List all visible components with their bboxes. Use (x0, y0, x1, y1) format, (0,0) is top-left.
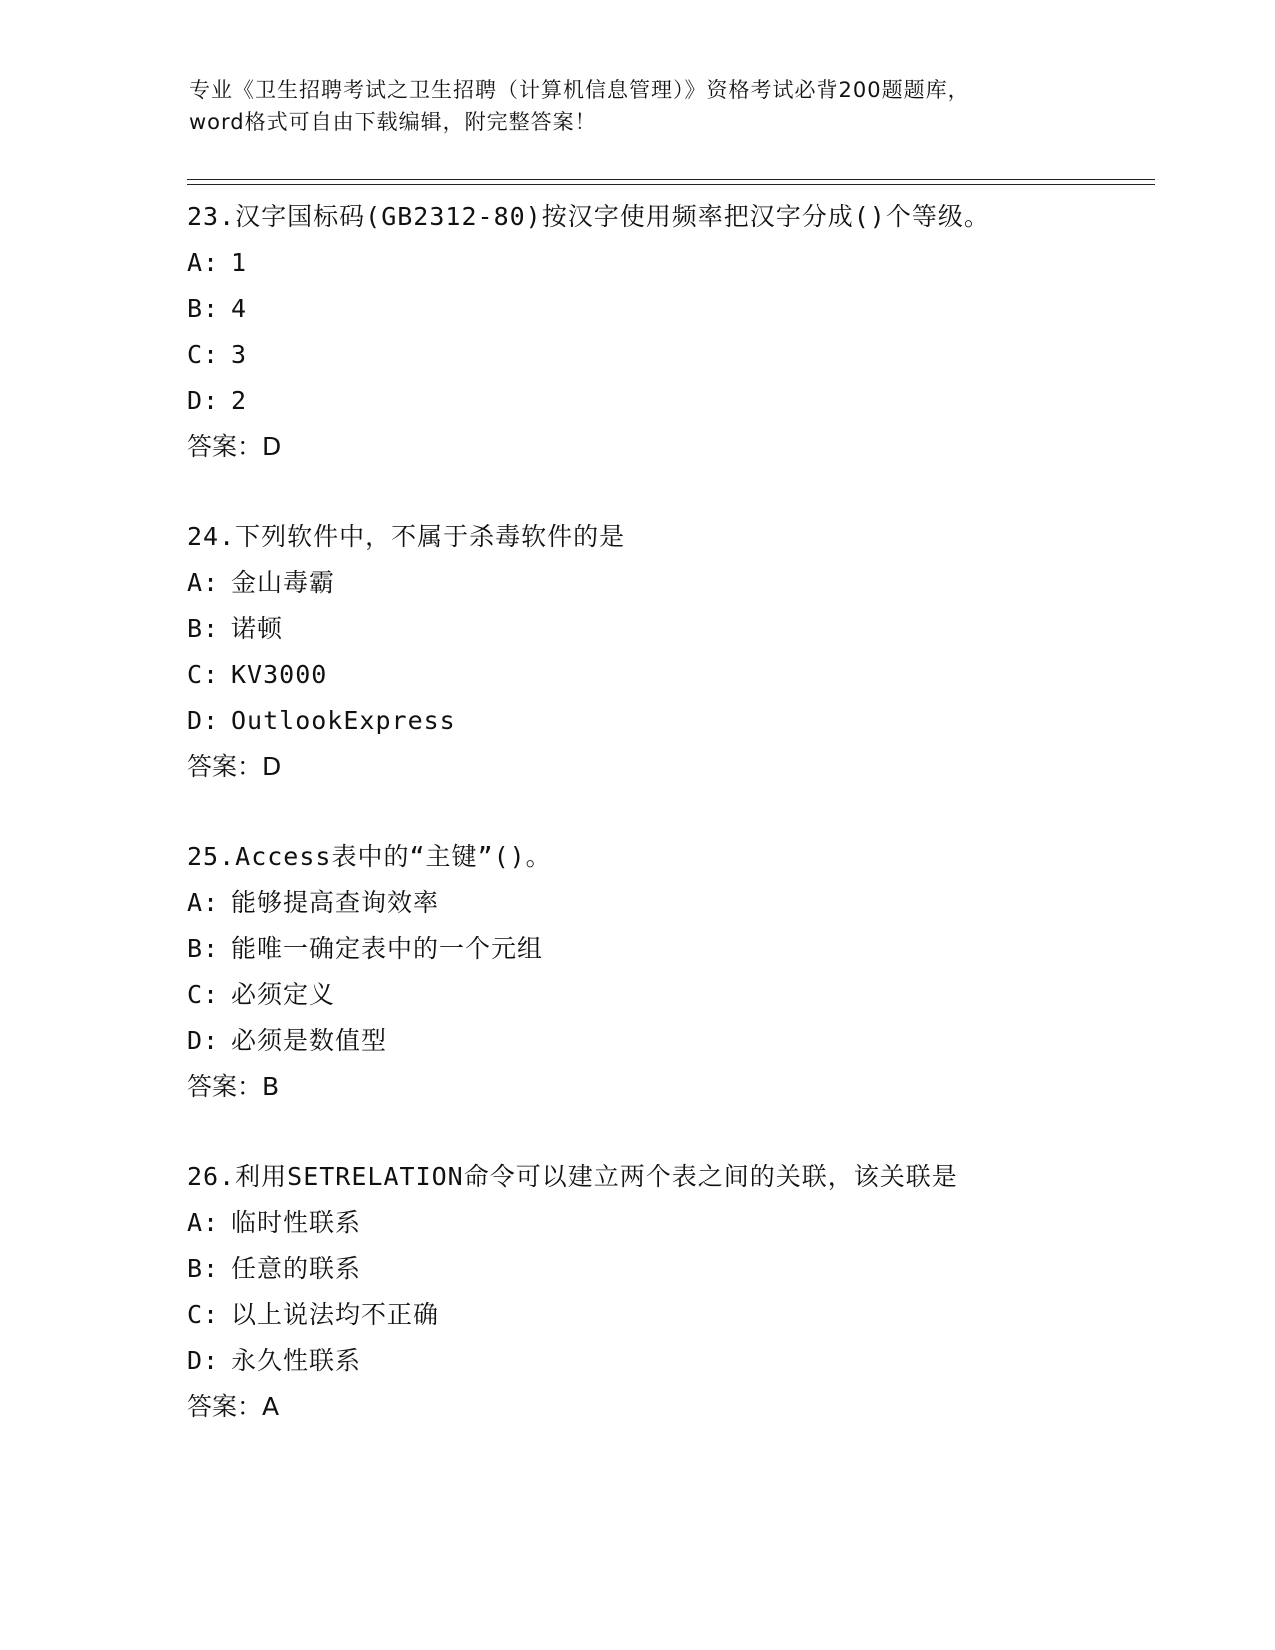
answer-option (187, 606, 1147, 652)
option-letter: D: (187, 1026, 220, 1055)
option-letter: C: (187, 980, 220, 1009)
option-text: 以上说法均不正确 (231, 1300, 440, 1329)
option-text: 永久性联系 (231, 1346, 362, 1375)
question-block (187, 834, 1147, 1110)
answer-option (187, 1246, 1147, 1292)
option-text: 能够提高查询效率 (231, 888, 440, 917)
option-letter: A: (187, 248, 220, 277)
answer-option (187, 240, 1147, 286)
header-divider-top (187, 179, 1155, 180)
option-text: 任意的联系 (231, 1254, 362, 1283)
answer-line (187, 1384, 1147, 1430)
option-letter: A: (187, 1208, 220, 1237)
answer-line (187, 424, 1147, 470)
answer-option (187, 698, 1147, 744)
header-divider-bottom (187, 184, 1155, 185)
option-letter: B: (187, 1254, 220, 1283)
answer-option (187, 332, 1147, 378)
option-letter: B: (187, 934, 220, 963)
answer-option (187, 286, 1147, 332)
question-stem: 25.Access表中的“主键”()。 (187, 842, 552, 871)
option-text: 必须定义 (231, 980, 336, 1009)
answer-option (187, 378, 1147, 424)
answer-option (187, 880, 1147, 926)
option-letter: C: (187, 1300, 220, 1329)
option-letter: D: (187, 1346, 220, 1375)
answer-option (187, 1018, 1147, 1064)
option-text: 金山毒霸 (231, 568, 336, 597)
answer-value: D (262, 752, 282, 781)
option-letter: B: (187, 294, 220, 323)
option-letter: D: (187, 386, 220, 415)
answer-option (187, 1338, 1147, 1384)
option-text: 1 (231, 248, 248, 277)
option-text: 2 (231, 386, 248, 415)
document-header (189, 74, 1089, 138)
answer-line (187, 1064, 1147, 1110)
option-letter: D: (187, 706, 220, 735)
question-stem: 26.利用SETRELATION命令可以建立两个表之间的关联，该关联是 (187, 1162, 958, 1191)
answer-option (187, 560, 1147, 606)
answer-option (187, 1292, 1147, 1338)
answer-label: 答案： (187, 1072, 263, 1101)
answer-value: A (262, 1392, 280, 1421)
question-list (187, 194, 1147, 1474)
option-text: 必须是数值型 (231, 1026, 388, 1055)
question-block (187, 194, 1147, 470)
option-text: 能唯一确定表中的一个元组 (231, 934, 544, 963)
answer-value: D (262, 432, 282, 461)
header-line-1: 专业《卫生招聘考试之卫生招聘（计算机信息管理）》资格考试必背200题题库， (189, 78, 970, 102)
option-letter: C: (187, 660, 220, 689)
option-letter: A: (187, 888, 220, 917)
answer-option (187, 972, 1147, 1018)
answer-label: 答案： (187, 432, 263, 461)
option-letter: A: (187, 568, 220, 597)
question-block (187, 514, 1147, 790)
answer-option (187, 652, 1147, 698)
answer-label: 答案： (187, 1392, 263, 1421)
option-text: 诺顿 (231, 614, 284, 643)
option-text: KV3000 (231, 660, 328, 689)
option-letter: C: (187, 340, 220, 369)
option-text: OutlookExpress (231, 706, 456, 735)
question-stem: 23.汉字国标码(GB2312-80)按汉字使用频率把汉字分成()个等级。 (187, 202, 990, 231)
answer-value: B (262, 1072, 280, 1101)
option-text: 3 (231, 340, 248, 369)
option-text: 4 (231, 294, 248, 323)
option-letter: B: (187, 614, 220, 643)
answer-label: 答案： (187, 752, 263, 781)
answer-line (187, 744, 1147, 790)
question-stem: 24.下列软件中，不属于杀毒软件的是 (187, 522, 626, 551)
answer-option (187, 926, 1147, 972)
option-text: 临时性联系 (231, 1208, 362, 1237)
answer-option (187, 1200, 1147, 1246)
header-line-2: word格式可自由下载编辑，附完整答案！ (189, 110, 597, 134)
question-block (187, 1154, 1147, 1430)
